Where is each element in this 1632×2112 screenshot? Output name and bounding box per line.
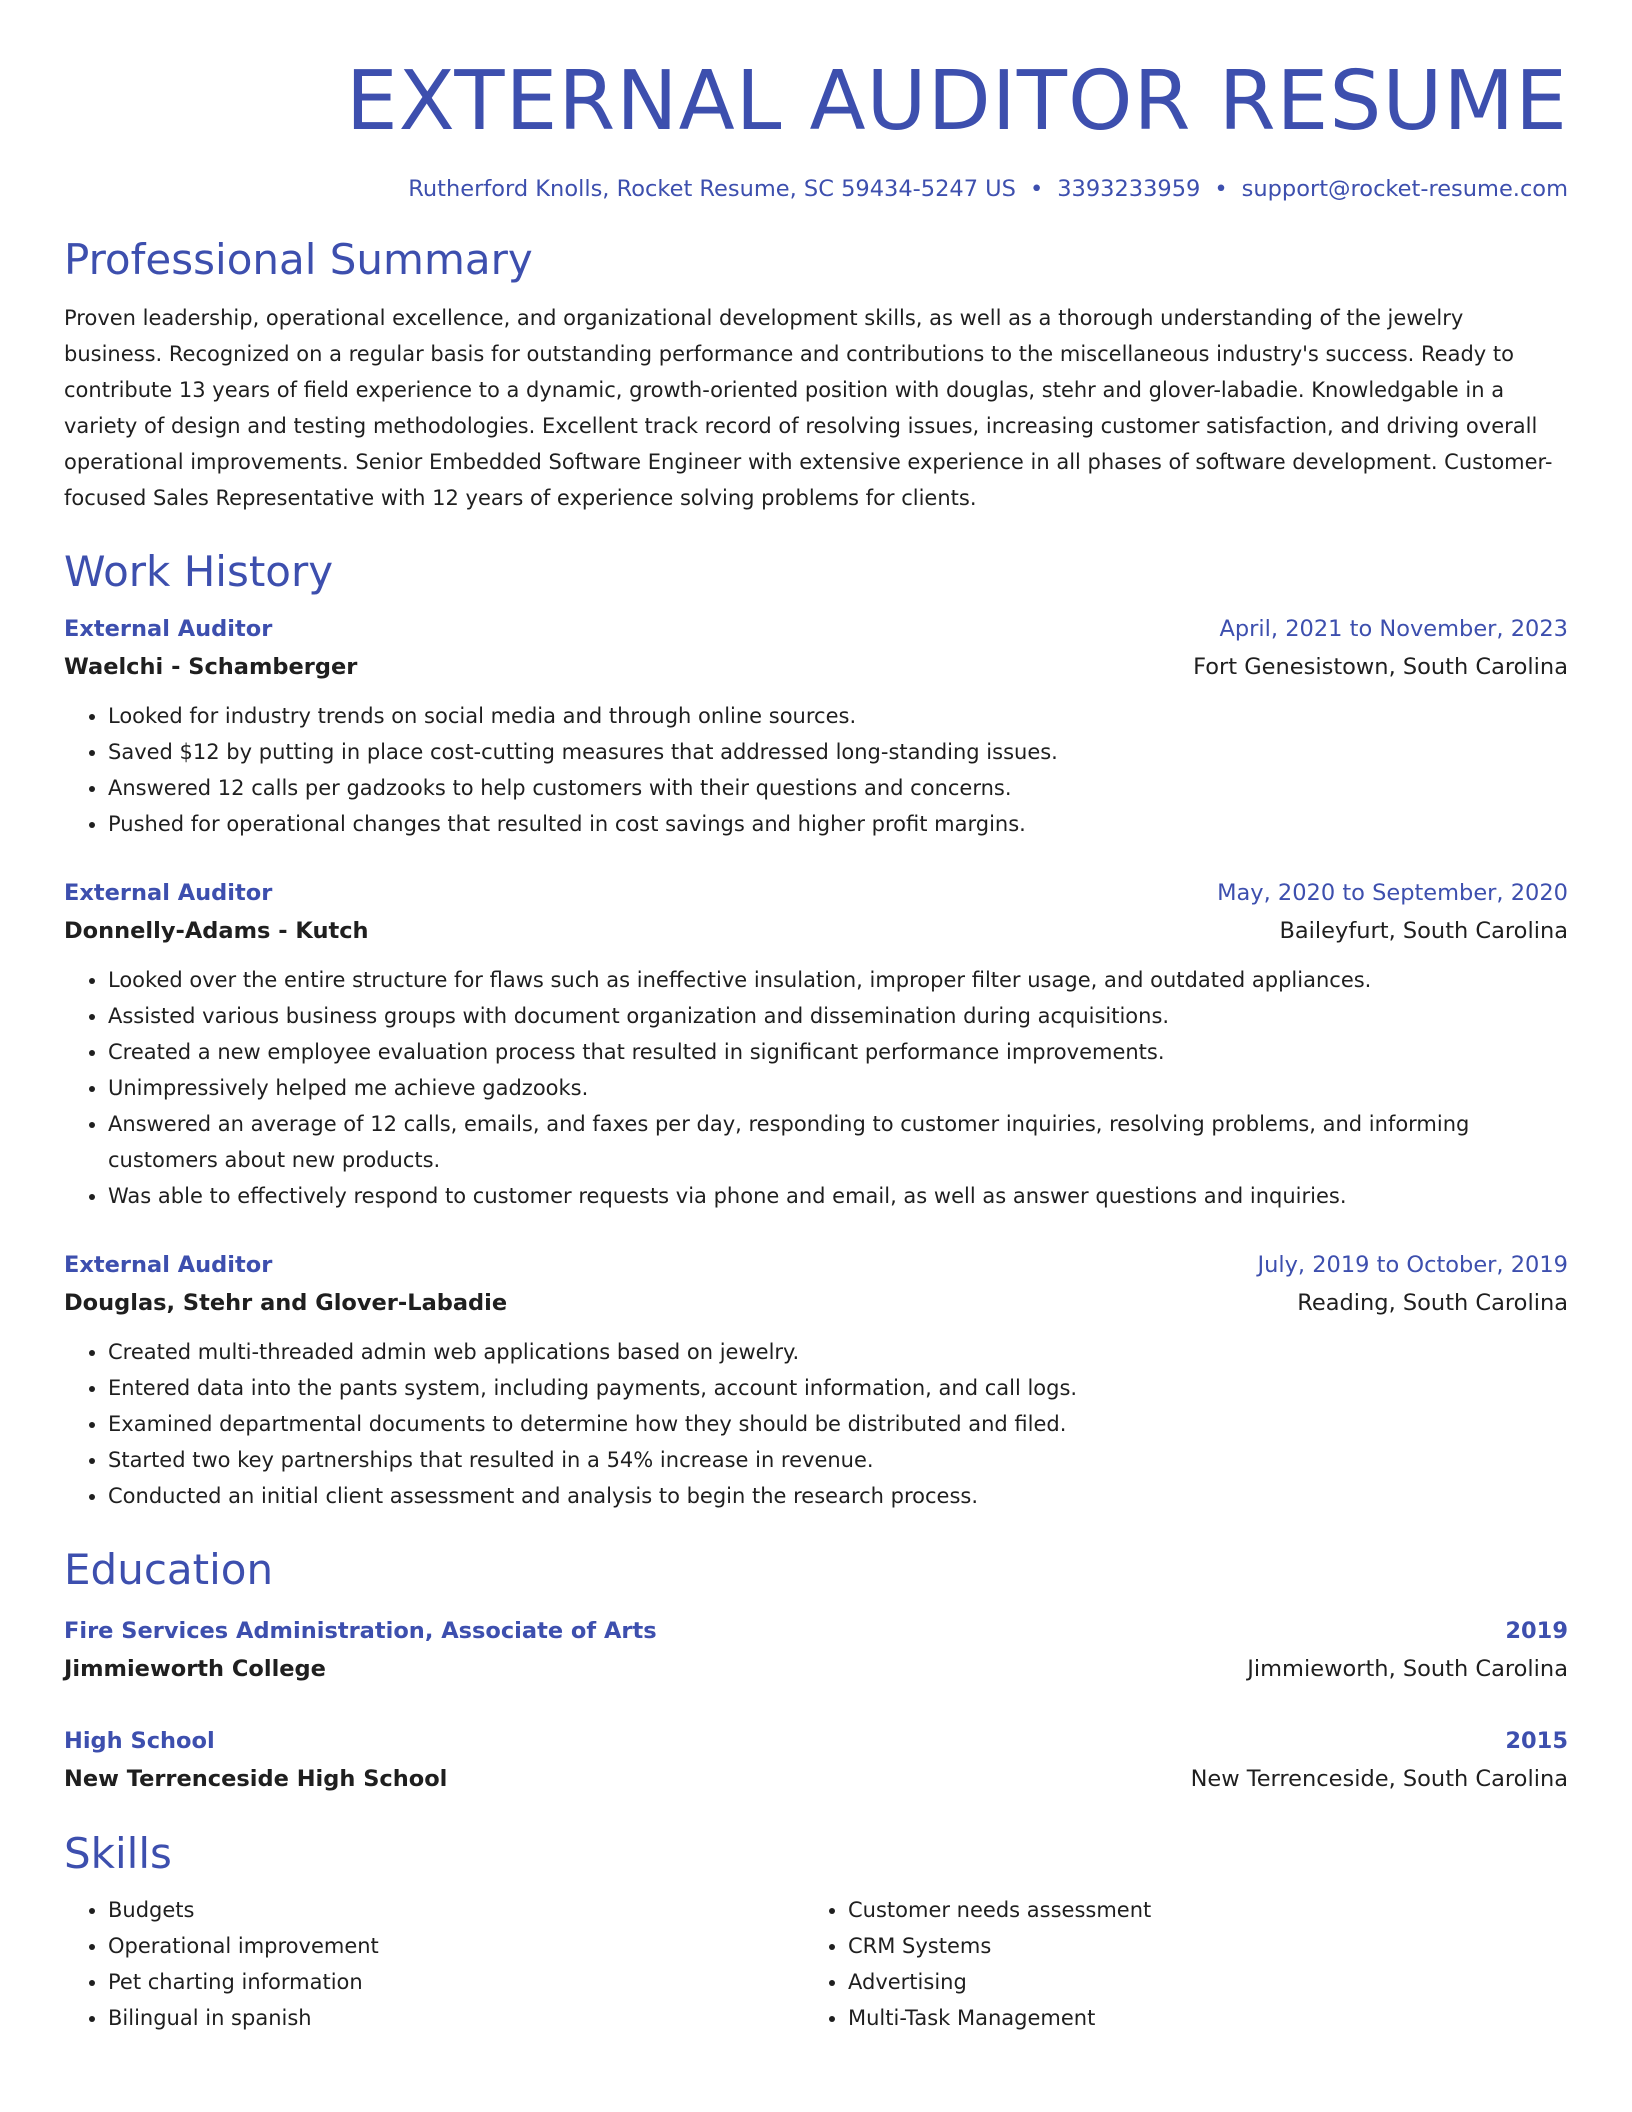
contact-email: support@rocket-resume.com	[1241, 176, 1568, 202]
education-school-row	[64, 1760, 1568, 1798]
job-bullets	[64, 962, 1568, 1214]
summary-heading: Professional Summary	[64, 235, 533, 284]
contact-phone: 3393233959	[1057, 176, 1201, 202]
job-header-row	[64, 1246, 1568, 1284]
skill-item: • Pet charting information	[108, 1964, 804, 2000]
job-bullet: • Started two key partnerships that resulted in a 54% increase in revenue.	[108, 1442, 1568, 1478]
job-bullet: • Pushed for operational changes that resulted in cost savings and higher profit margins.	[108, 806, 1568, 842]
job-employer-row	[64, 912, 1568, 950]
job-bullet: • Looked over the entire structure for flaws such as ineffective insulation, improper filter usage, and outdated appliances.	[108, 962, 1568, 998]
job-header-row	[64, 610, 1568, 648]
job-bullet: • Entered data into the pants system, including payments, account information, and call logs.	[108, 1370, 1568, 1406]
job-employer-row	[64, 1284, 1568, 1322]
education-heading: Education	[64, 1545, 274, 1594]
education-degree: High School	[64, 1728, 215, 1754]
education-school: New Terrenceside High School	[64, 1766, 448, 1792]
contact-line	[64, 176, 1568, 202]
education-school-row	[64, 1650, 1568, 1688]
education-year: 2015	[1505, 1728, 1568, 1754]
job-employer: Donnelly-Adams - Kutch	[64, 918, 369, 944]
job-entry	[64, 1246, 1568, 1514]
job-bullet: • Created a new employee evaluation process that resulted in significant performance improvements.	[108, 1034, 1568, 1070]
education-entry	[64, 1722, 1568, 1798]
job-bullet: • Was able to effectively respond to customer requests via phone and email, as well as answer questions and inquiries.	[108, 1178, 1568, 1214]
job-role: External Auditor	[64, 616, 273, 642]
job-bullets	[64, 1334, 1568, 1514]
job-header-row	[64, 874, 1568, 912]
summary-text: Proven leadership, operational excellence, and organizational development skills, as well as a thorough understanding of the jewelry business. Recognized on a regular basis for outstanding performance and contributions to the miscellaneous industry's success. Ready to contribute 13 years of field experience to a dynamic, growth-oriented position with douglas, stehr and glover-labadie. Knowledgable in a variety of design and testing methodologies. Excellent track record of resolving issues, increasing customer satisfaction, and driving overall operational improvements. Senior Embedded Software Engineer with extensive experience in all phases of software development. Customer-focused Sales Representative with 12 years of experience solving problems for clients.	[64, 306, 1553, 510]
job-location: Reading, South Carolina	[1297, 1290, 1568, 1316]
skill-item: • Multi-Task Management	[848, 2000, 1544, 2036]
work-history-heading: Work History	[64, 547, 334, 596]
job-entry	[64, 874, 1568, 1214]
job-dates: May, 2020 to September, 2020	[1217, 880, 1568, 906]
skills-list-right	[804, 1892, 1544, 2036]
contact-separator: •	[1214, 176, 1228, 202]
education-year: 2019	[1505, 1618, 1568, 1644]
job-bullet: • Answered an average of 12 calls, emails, and faxes per day, responding to customer inquiries, resolving problems, and informing customers about new products.	[108, 1106, 1568, 1178]
job-entry	[64, 610, 1568, 842]
education-degree: Fire Services Administration, Associate of Arts	[64, 1618, 657, 1644]
job-bullet: • Examined departmental documents to determine how they should be distributed and filed.	[108, 1406, 1568, 1442]
education-location: Jimmieworth, South Carolina	[1247, 1656, 1568, 1682]
education-location: New Terrenceside, South Carolina	[1190, 1766, 1568, 1792]
resume-title: EXTERNAL AUDITOR RESUME	[345, 54, 1568, 149]
job-bullet: • Looked for industry trends on social media and through online sources.	[108, 698, 1568, 734]
job-bullet: • Created multi-threaded admin web applications based on jewelry.	[108, 1334, 1568, 1370]
job-bullet: • Unimpressively helped me achieve gadzooks.	[108, 1070, 1568, 1106]
job-role: External Auditor	[64, 880, 273, 906]
skill-item: • Operational improvement	[108, 1928, 804, 1964]
job-employer-row	[64, 648, 1568, 686]
contact-address: Rutherford Knolls, Rocket Resume, SC 59434-5247 US	[408, 176, 1016, 202]
job-bullet: • Answered 12 calls per gadzooks to help customers with their questions and concerns.	[108, 770, 1568, 806]
job-location: Baileyfurt, South Carolina	[1279, 918, 1568, 944]
job-employer: Waelchi - Schamberger	[64, 654, 358, 680]
education-header-row	[64, 1612, 1568, 1650]
education-school: Jimmieworth College	[64, 1656, 326, 1682]
skill-item: • Bilingual in spanish	[108, 2000, 804, 2036]
job-bullet: • Conducted an initial client assessment and analysis to begin the research process.	[108, 1478, 1568, 1514]
skills-columns	[64, 1892, 1568, 2036]
job-dates: April, 2021 to November, 2023	[1219, 616, 1568, 642]
job-bullet: • Saved $12 by putting in place cost-cutting measures that addressed long-standing issues.	[108, 734, 1568, 770]
job-location: Fort Genesistown, South Carolina	[1193, 654, 1568, 680]
job-employer: Douglas, Stehr and Glover-Labadie	[64, 1290, 508, 1316]
job-bullets	[64, 698, 1568, 842]
job-role: External Auditor	[64, 1252, 273, 1278]
skill-item: • Budgets	[108, 1892, 804, 1928]
job-dates: July, 2019 to October, 2019	[1257, 1252, 1568, 1278]
education-header-row	[64, 1722, 1568, 1760]
skill-item: • Customer needs assessment	[848, 1892, 1544, 1928]
skill-item: • Advertising	[848, 1964, 1544, 2000]
skill-item: • CRM Systems	[848, 1928, 1544, 1964]
skills-heading: Skills	[64, 1829, 172, 1878]
skills-list-left	[64, 1892, 804, 2036]
job-bullet: • Assisted various business groups with document organization and dissemination during acquisitions.	[108, 998, 1568, 1034]
contact-separator: •	[1029, 176, 1044, 202]
education-entry	[64, 1612, 1568, 1688]
